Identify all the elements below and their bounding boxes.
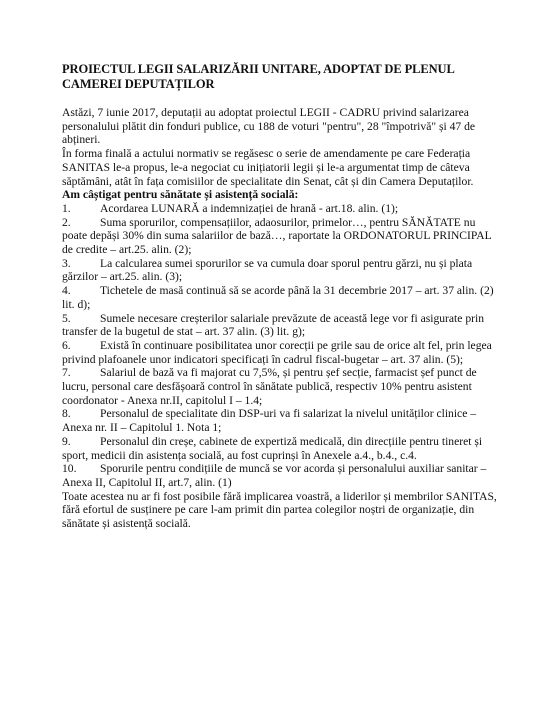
- item-text: Sporurile pentru condițiile de muncă se vor acorda și personalului auxiliar sanitar – Anexa II, Capitolul II, art.7, alin. (1): [62, 462, 487, 489]
- document-page: [62, 62, 500, 531]
- amendments-paragraph: În forma finală a actului normativ se regăsesc o serie de amendamente pe care Federația SANITAS le-a propus, le-a negociat cu inițiatorii legii și le-a argumentat timp de câteva săptămâni, atât în fața comisiilor de specialitate din Senat, cât și din Camera Deputaților.: [62, 147, 474, 188]
- list-item: [62, 435, 500, 462]
- closing-paragraph: Toate acestea nu ar fi fost posibile fără implicarea voastră, a liderilor și membrilor SANITAS, fără efortul de susținere pe care l-am primit din partea colegilor noștri de organizație, din sănătate și asistență socială.: [62, 489, 497, 531]
- item-text: Acordarea LUNARĂ a indemnizației de hrană - art.18. alin. (1);: [100, 201, 399, 215]
- intro-paragraph: Astăzi, 7 iunie 2017, deputații au adoptat proiectul LEGII - CADRU privind salarizarea personalului plătit din fonduri publice, cu 188 de voturi "pentru", 28 "împotrivă" și 47 de abțineri.: [62, 106, 476, 147]
- item-number: 7.: [62, 366, 71, 380]
- list-item: [62, 202, 500, 216]
- item-number: 8.: [62, 407, 71, 421]
- item-number: 10.: [62, 462, 77, 476]
- item-number: 6.: [62, 338, 71, 352]
- list-item: [62, 257, 500, 284]
- list-item: [62, 462, 500, 489]
- item-text: Suma sporurilor, compensațiilor, adaosurilor, primelor…, pentru SĂNĂTATE nu poate depăși 30% din suma salariilor de bază…, raportate la ORDONATORUL PRINCIPAL de credite – art.25. alin. (2);: [62, 215, 492, 257]
- item-text: Tichetele de masă continuă să se acorde până la 31 decembrie 2017 – art. 37 alin. (2) lit. d);: [62, 284, 494, 311]
- item-text: Personalul de specialitate din DSP-uri va fi salarizat la nivelul unităților clinice – Anexa nr. II – Capitolul 1. Nota 1;: [62, 407, 477, 435]
- item-text: Personalul din creșe, cabinete de expertiză medicală, din direcțiile pentru tineret și sport, medicii din asistența socială, au fost cuprinși în Anexele a.4., b.4., c.4.: [62, 434, 483, 462]
- list-item: [62, 339, 500, 366]
- section-heading: Am câștigat pentru sănătate și asistență socială:: [62, 188, 299, 202]
- list-item: [62, 407, 500, 434]
- list-item: [62, 366, 500, 407]
- item-number: 1.: [62, 201, 71, 215]
- item-text: Salariul de bază va fi majorat cu 7,5%, și pentru șef secție, farmacist șef punct de lucru, personal care desfășoară control în sănătate publică, respectiv 10% pentru asistent coordonator - Anexa nr.II, capitolul I – 1.4;: [62, 366, 477, 407]
- document-title: PROIECTUL LEGII SALARIZĂRII UNITARE, ADOPTAT DE PLENUL CAMEREI DEPUTAȚILOR: [62, 62, 455, 91]
- item-text: Sumele necesare creșterilor salariale prevăzute de această lege vor fi asigurate prin transfer de la bugetul de stat – art. 37 alin. (3) lit. g);: [62, 311, 484, 339]
- item-text: Există în continuare posibilitatea unor corecții pe grile sau de orice alt fel, prin legea privind plafoanele unor indicatori specificați în cadrul fiscal-bugetar – art. 37 alin. (5);: [62, 338, 492, 366]
- item-text: La calcularea sumei sporurilor se va cumula doar sporul pentru gărzi, nu și plata gărzilor – art.25. alin. (3);: [62, 256, 473, 284]
- item-number: 5.: [62, 311, 71, 325]
- item-number: 2.: [62, 215, 71, 229]
- item-number: 4.: [62, 284, 71, 298]
- list-item: [62, 216, 500, 257]
- list-item: [62, 284, 500, 311]
- item-number: 9.: [62, 434, 71, 448]
- list-item: [62, 312, 500, 339]
- item-number: 3.: [62, 256, 71, 270]
- achievements-list: [62, 202, 500, 490]
